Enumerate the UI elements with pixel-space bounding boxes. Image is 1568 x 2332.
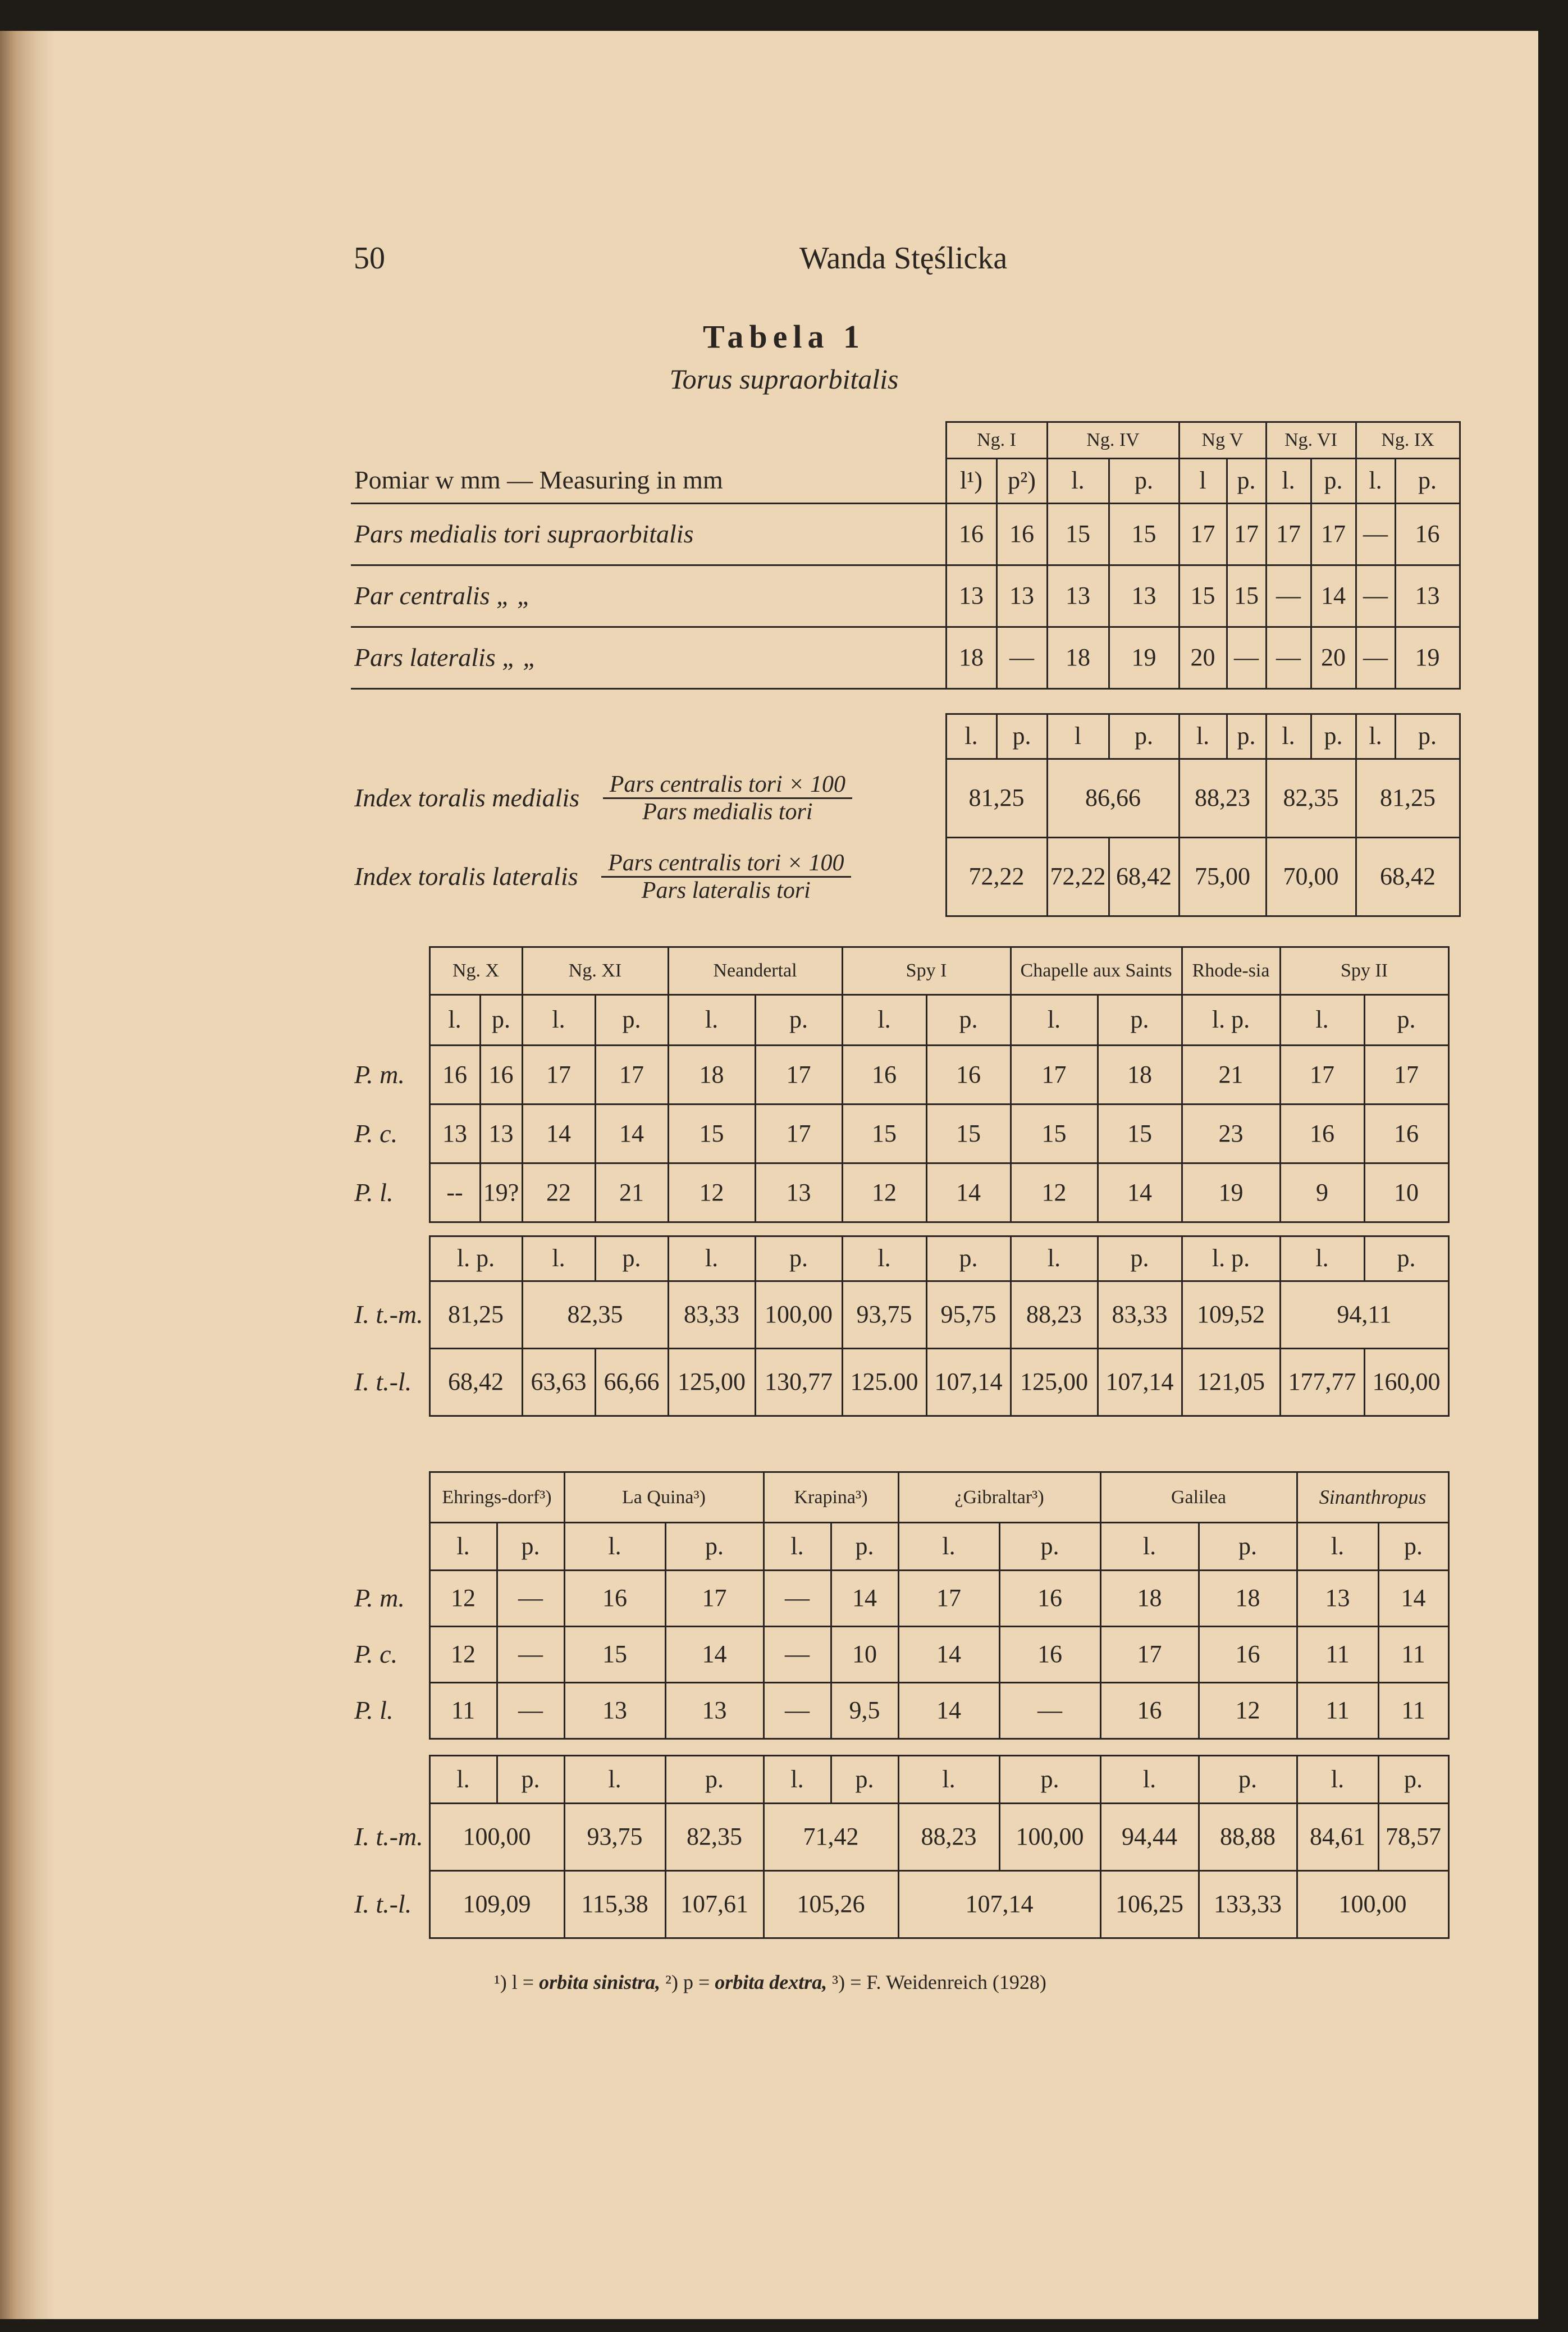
data-cell: 14: [898, 1627, 999, 1683]
measurement-table-2: [351, 946, 1450, 1417]
group-header: Ehrings-dorf³): [429, 1472, 564, 1523]
data-cell: 16: [996, 504, 1047, 565]
data-cell: 16: [429, 1046, 480, 1105]
data-cell: 13: [755, 1163, 842, 1222]
data-cell: 11: [1297, 1683, 1378, 1739]
data-cell: 19: [1109, 627, 1179, 689]
data-cell: 15: [1047, 504, 1109, 565]
subheader-cell: l.: [522, 1236, 595, 1281]
data-cell: --: [429, 1163, 480, 1222]
table-row: [351, 1163, 1448, 1222]
data-cell: 93,75: [564, 1804, 665, 1871]
row-label: I. t.-l.: [354, 1367, 412, 1397]
subheader-cell: p.: [595, 995, 668, 1046]
data-cell: 13: [564, 1683, 665, 1739]
data-cell: 13: [1297, 1571, 1378, 1627]
subheader-cell: l.: [564, 1756, 665, 1804]
subheader-cell: p.: [999, 1756, 1100, 1804]
group-header: Ng. IV: [1047, 422, 1179, 459]
data-cell: 14: [1378, 1571, 1448, 1627]
table-row: [351, 1871, 1448, 1938]
subheader-cell: l.: [898, 1523, 999, 1571]
data-cell: 14: [831, 1571, 898, 1627]
data-cell: 18: [1100, 1571, 1199, 1627]
data-cell: 107,14: [898, 1871, 1100, 1938]
data-cell: 13: [429, 1105, 480, 1163]
row-label: P. c.: [354, 1640, 398, 1669]
data-cell: 15: [564, 1627, 665, 1683]
data-cell: 15: [668, 1105, 755, 1163]
subheader-cell: l.: [1356, 459, 1395, 504]
data-cell: —: [1356, 565, 1395, 627]
data-cell: 17: [1227, 504, 1266, 565]
data-cell: —: [1266, 627, 1311, 689]
data-cell: 13: [946, 565, 996, 627]
subheader-cell: l.: [429, 995, 480, 1046]
group-header: Ng V: [1179, 422, 1266, 459]
subheader-cell: l.: [1280, 995, 1364, 1046]
footnote-2-text: orbita dextra,: [715, 1971, 828, 1993]
data-cell: 13: [1047, 565, 1109, 627]
subheader-cell: l¹): [946, 459, 996, 504]
table-row: [351, 504, 1460, 565]
subheader-cell: l.: [1011, 995, 1098, 1046]
data-cell: 14: [926, 1163, 1011, 1222]
data-cell: 23: [1182, 1105, 1280, 1163]
data-cell: 100,00: [999, 1804, 1100, 1871]
data-cell: 81,25: [946, 759, 1047, 838]
subheader-cell: l: [1179, 459, 1227, 504]
data-cell: 9: [1280, 1163, 1364, 1222]
data-cell: 16: [999, 1571, 1100, 1627]
formula-numerator: Pars centralis tori × 100: [601, 850, 851, 878]
data-cell: —: [764, 1627, 831, 1683]
data-cell: 95,75: [926, 1281, 1011, 1349]
subheader-cell: l.: [1011, 1236, 1098, 1281]
data-cell: 94,44: [1100, 1804, 1199, 1871]
group-header: ¿Gibraltar³): [898, 1472, 1100, 1523]
index-row-label: [351, 759, 946, 838]
data-cell: 107,14: [926, 1349, 1011, 1416]
row-label: Pars lateralis „ „: [351, 627, 946, 689]
subheader-cell: l.: [1100, 1523, 1199, 1571]
data-cell: 17: [1011, 1046, 1098, 1105]
data-cell: 20: [1311, 627, 1356, 689]
data-cell: 15: [1011, 1105, 1098, 1163]
row-label: I. t.-l.: [354, 1890, 412, 1919]
data-cell: —: [996, 627, 1047, 689]
subheader-cell: l.: [429, 1523, 497, 1571]
data-cell: 18: [1047, 627, 1109, 689]
data-cell: —: [1356, 504, 1395, 565]
group-header: Ng. X: [429, 947, 522, 995]
measurement-table-1: [351, 421, 1461, 690]
data-cell: 68,42: [1356, 838, 1460, 916]
data-cell: —: [497, 1571, 564, 1627]
data-cell: 17: [1364, 1046, 1448, 1105]
footnote-2-mark: ²) p =: [665, 1971, 710, 1993]
subheader-cell: p.: [665, 1523, 764, 1571]
data-cell: 71,42: [764, 1804, 898, 1871]
subheader-cell: p.: [1227, 459, 1266, 504]
index-table-1: [351, 713, 1461, 917]
data-cell: 81,25: [1356, 759, 1460, 838]
data-cell: 15: [1098, 1105, 1182, 1163]
data-cell: —: [1266, 565, 1311, 627]
data-cell: 16: [1364, 1105, 1448, 1163]
subheader-cell: p.: [755, 995, 842, 1046]
data-cell: 82,35: [1266, 759, 1356, 838]
data-cell: 88,88: [1199, 1804, 1297, 1871]
data-cell: —: [1356, 627, 1395, 689]
index-name: Index toralis lateralis: [354, 862, 578, 891]
data-cell: 11: [429, 1683, 497, 1739]
data-cell: 107,14: [1098, 1349, 1182, 1416]
subheader-cell: p.: [1098, 995, 1182, 1046]
data-cell: 9,5: [831, 1683, 898, 1739]
data-cell: 125,00: [668, 1349, 755, 1416]
data-cell: 18: [668, 1046, 755, 1105]
subheader-cell: p.: [1395, 459, 1460, 504]
subheader-cell: l.: [1297, 1523, 1378, 1571]
subheader-cell: p.: [1199, 1523, 1297, 1571]
data-cell: 88,23: [1179, 759, 1266, 838]
subheader-cell: l.: [668, 1236, 755, 1281]
data-cell: 15: [1179, 565, 1227, 627]
subheader-cell: p.: [1395, 714, 1460, 759]
data-cell: 88,23: [898, 1804, 999, 1871]
subheader-cell: p.: [1199, 1756, 1297, 1804]
subheader-cell: p.: [1311, 459, 1356, 504]
subheader-cell: p.: [831, 1523, 898, 1571]
data-cell: 63,63: [522, 1349, 595, 1416]
subheader-cell: p.: [1378, 1756, 1448, 1804]
data-cell: 12: [429, 1627, 497, 1683]
subheader-cell: l.: [1179, 714, 1227, 759]
data-cell: 84,61: [1297, 1804, 1378, 1871]
data-cell: 13: [1109, 565, 1179, 627]
data-cell: 78,57: [1378, 1804, 1448, 1871]
data-cell: 115,38: [564, 1871, 665, 1938]
data-cell: 15: [1227, 565, 1266, 627]
table-title: Tabela 1: [703, 318, 865, 355]
row-label: P. m.: [354, 1583, 405, 1613]
data-cell: 105,26: [764, 1871, 898, 1938]
data-cell: 19: [1182, 1163, 1280, 1222]
data-cell: 109,09: [429, 1871, 564, 1938]
subheader-cell: l.: [1266, 459, 1311, 504]
table-row: [351, 1281, 1448, 1349]
data-cell: 12: [429, 1571, 497, 1627]
footnote-1-mark: ¹) l =: [494, 1971, 534, 1993]
data-cell: 14: [1311, 565, 1356, 627]
subheader-cell: l.: [1356, 714, 1395, 759]
subheader-cell: l.: [522, 995, 595, 1046]
subheader-cell: p.: [1109, 459, 1179, 504]
group-header: Ng. IX: [1356, 422, 1460, 459]
subheader-cell: l.: [898, 1756, 999, 1804]
row-label: I. t.-m.: [354, 1300, 423, 1329]
table-row: [351, 1683, 1448, 1739]
footnote-3: ³) = F. Weidenreich (1928): [832, 1971, 1046, 1993]
row-header-label: Pomiar w mm — Measuring in mm: [351, 459, 946, 504]
table-row: [351, 1804, 1448, 1871]
data-cell: 16: [999, 1627, 1100, 1683]
data-cell: 125.00: [842, 1349, 926, 1416]
subheader-cell: p.: [1227, 714, 1266, 759]
data-cell: 88,23: [1011, 1281, 1098, 1349]
data-cell: —: [1227, 627, 1266, 689]
data-cell: 19?: [480, 1163, 522, 1222]
data-cell: 17: [1266, 504, 1311, 565]
subheader-cell: l: [1047, 714, 1109, 759]
index-formula: [601, 850, 851, 903]
data-cell: 125,00: [1011, 1349, 1098, 1416]
subheader-cell: p.: [480, 995, 522, 1046]
subheader-cell: p.: [755, 1236, 842, 1281]
subheader-cell: p.: [595, 1236, 668, 1281]
data-cell: 16: [564, 1571, 665, 1627]
subheader-cell: l. p.: [1182, 995, 1280, 1046]
data-cell: 14: [1098, 1163, 1182, 1222]
subheader-cell: l.: [1297, 1756, 1378, 1804]
row-label: P. l.: [354, 1696, 394, 1725]
data-cell: 82,35: [665, 1804, 764, 1871]
subheader-cell: l.: [668, 995, 755, 1046]
data-cell: 94,11: [1280, 1281, 1448, 1349]
subheader-cell: p.: [831, 1756, 898, 1804]
data-cell: 83,33: [668, 1281, 755, 1349]
subheader-cell: l. p.: [429, 1236, 522, 1281]
data-cell: —: [497, 1683, 564, 1739]
data-cell: 177,77: [1280, 1349, 1364, 1416]
data-cell: 12: [842, 1163, 926, 1222]
data-cell: 10: [831, 1627, 898, 1683]
group-header: Galilea: [1100, 1472, 1297, 1523]
data-cell: 82,35: [522, 1281, 668, 1349]
group-header: Spy II: [1280, 947, 1448, 995]
data-cell: 17: [755, 1105, 842, 1163]
running-head: Wanda Stęślicka: [799, 241, 1008, 276]
data-cell: 15: [926, 1105, 1011, 1163]
row-label: P. l.: [354, 1178, 394, 1207]
data-cell: 12: [1199, 1683, 1297, 1739]
data-cell: 16: [1100, 1683, 1199, 1739]
table-subtitle: Torus supraorbitalis: [669, 363, 899, 395]
formula-denominator: Pars medialis tori: [642, 799, 813, 825]
formula-denominator: Pars lateralis tori: [641, 878, 811, 903]
table-row: [351, 627, 1460, 689]
subheader-cell: p.: [999, 1523, 1100, 1571]
data-cell: 81,25: [429, 1281, 522, 1349]
data-cell: 17: [665, 1571, 764, 1627]
data-cell: 16: [842, 1046, 926, 1105]
data-cell: 133,33: [1199, 1871, 1297, 1938]
subheader-cell: l.: [764, 1523, 831, 1571]
subheader-cell: p.: [926, 995, 1011, 1046]
table-row: [351, 1046, 1448, 1105]
data-cell: 20: [1179, 627, 1227, 689]
data-cell: 13: [996, 565, 1047, 627]
data-cell: 100,00: [755, 1281, 842, 1349]
measurement-table-3: [351, 1471, 1450, 1939]
subheader-cell: l. p.: [1182, 1236, 1280, 1281]
subheader-cell: l.: [564, 1523, 665, 1571]
row-label: P. m.: [354, 1060, 405, 1089]
row-label: P. c.: [354, 1119, 398, 1148]
subheader-cell: l.: [842, 1236, 926, 1281]
table-row: [351, 759, 1460, 838]
data-cell: 106,25: [1100, 1871, 1199, 1938]
subheader-cell: p.: [1378, 1523, 1448, 1571]
subheader-cell: p.: [1311, 714, 1356, 759]
group-header: Spy I: [842, 947, 1011, 995]
data-cell: 17: [522, 1046, 595, 1105]
subheader-cell: p.: [1109, 714, 1179, 759]
subheader-cell: l.: [1280, 1236, 1364, 1281]
data-cell: 10: [1364, 1163, 1448, 1222]
data-cell: 11: [1378, 1683, 1448, 1739]
group-header: Chapelle aux Saints: [1011, 947, 1182, 995]
subheader-cell: p.: [1098, 1236, 1182, 1281]
index-name: Index toralis medialis: [354, 783, 580, 813]
data-cell: 15: [842, 1105, 926, 1163]
data-cell: 100,00: [429, 1804, 564, 1871]
table-row: [351, 1349, 1448, 1416]
data-cell: 16: [926, 1046, 1011, 1105]
data-cell: 13: [1395, 565, 1460, 627]
data-cell: 83,33: [1098, 1281, 1182, 1349]
data-cell: —: [764, 1683, 831, 1739]
data-cell: 22: [522, 1163, 595, 1222]
data-cell: 14: [595, 1105, 668, 1163]
data-cell: 17: [1311, 504, 1356, 565]
row-label: Par centralis „ „: [351, 565, 946, 627]
data-cell: 121,05: [1182, 1349, 1280, 1416]
subheader-cell: p²): [996, 459, 1047, 504]
data-cell: 16: [1280, 1105, 1364, 1163]
subheader-cell: p.: [497, 1523, 564, 1571]
data-cell: 70,00: [1266, 838, 1356, 916]
data-cell: 17: [1280, 1046, 1364, 1105]
subheader-cell: l.: [1047, 459, 1109, 504]
data-cell: 107,61: [665, 1871, 764, 1938]
data-cell: 21: [1182, 1046, 1280, 1105]
data-cell: 18: [1098, 1046, 1182, 1105]
data-cell: 14: [898, 1683, 999, 1739]
data-cell: 17: [755, 1046, 842, 1105]
subheader-cell: l.: [1100, 1756, 1199, 1804]
data-cell: 72,22: [946, 838, 1047, 916]
table-row: [351, 1627, 1448, 1683]
data-cell: 100,00: [1297, 1871, 1448, 1938]
data-cell: —: [497, 1627, 564, 1683]
subheader-cell: p.: [926, 1236, 1011, 1281]
group-header: Rhode-sia: [1182, 947, 1280, 995]
subheader-cell: l.: [764, 1756, 831, 1804]
formula-numerator: Pars centralis tori × 100: [603, 772, 852, 799]
data-cell: 17: [595, 1046, 668, 1105]
data-cell: —: [764, 1571, 831, 1627]
data-cell: 72,22: [1047, 838, 1109, 916]
data-cell: 13: [480, 1105, 522, 1163]
data-cell: 68,42: [1109, 838, 1179, 916]
data-cell: 18: [946, 627, 996, 689]
data-cell: 16: [1395, 504, 1460, 565]
subheader-cell: p.: [497, 1756, 564, 1804]
data-cell: 13: [665, 1683, 764, 1739]
subheader-cell: p.: [1364, 995, 1448, 1046]
data-cell: 68,42: [429, 1349, 522, 1416]
data-cell: 86,66: [1047, 759, 1179, 838]
table-row: [351, 838, 1460, 916]
data-cell: 17: [898, 1571, 999, 1627]
data-cell: 14: [665, 1627, 764, 1683]
table-row: [351, 565, 1460, 627]
data-cell: 130,77: [755, 1349, 842, 1416]
data-cell: 93,75: [842, 1281, 926, 1349]
data-cell: 19: [1395, 627, 1460, 689]
data-cell: 18: [1199, 1571, 1297, 1627]
data-cell: 16: [480, 1046, 522, 1105]
subheader-cell: l.: [842, 995, 926, 1046]
group-header: La Quina³): [564, 1472, 764, 1523]
group-header: Ng. XI: [522, 947, 668, 995]
data-cell: 15: [1109, 504, 1179, 565]
data-cell: 21: [595, 1163, 668, 1222]
data-cell: 66,66: [595, 1349, 668, 1416]
group-header: Ng. I: [946, 422, 1047, 459]
subheader-cell: l.: [1266, 714, 1311, 759]
group-header: Neandertal: [668, 947, 842, 995]
data-cell: —: [999, 1683, 1100, 1739]
data-cell: 160,00: [1364, 1349, 1448, 1416]
table-row: [351, 1105, 1448, 1163]
data-cell: 16: [1199, 1627, 1297, 1683]
data-cell: 11: [1378, 1627, 1448, 1683]
table-row: [351, 1571, 1448, 1627]
subheader-cell: p.: [996, 714, 1047, 759]
subheader-cell: p.: [665, 1756, 764, 1804]
row-label: Pars medialis tori supraorbitalis: [351, 504, 946, 565]
data-cell: 17: [1179, 504, 1227, 565]
data-cell: 14: [522, 1105, 595, 1163]
data-cell: 16: [946, 504, 996, 565]
page-number: 50: [354, 241, 385, 276]
group-header: Sinanthropus: [1297, 1472, 1448, 1523]
row-label: I. t.-m.: [354, 1822, 423, 1851]
footnote-1-text: orbita sinistra,: [539, 1971, 661, 1993]
group-header: Krapina³): [764, 1472, 898, 1523]
group-header: Ng. VI: [1266, 422, 1356, 459]
data-cell: 109,52: [1182, 1281, 1280, 1349]
data-cell: 17: [1100, 1627, 1199, 1683]
data-cell: 12: [1011, 1163, 1098, 1222]
index-formula: [603, 772, 852, 825]
subheader-cell: l.: [429, 1756, 497, 1804]
data-cell: 12: [668, 1163, 755, 1222]
subheader-cell: p.: [1364, 1236, 1448, 1281]
index-row-label: [351, 838, 946, 916]
subheader-cell: l.: [946, 714, 996, 759]
footnote: [494, 1963, 1561, 2002]
data-cell: 75,00: [1179, 838, 1266, 916]
data-cell: 11: [1297, 1627, 1378, 1683]
